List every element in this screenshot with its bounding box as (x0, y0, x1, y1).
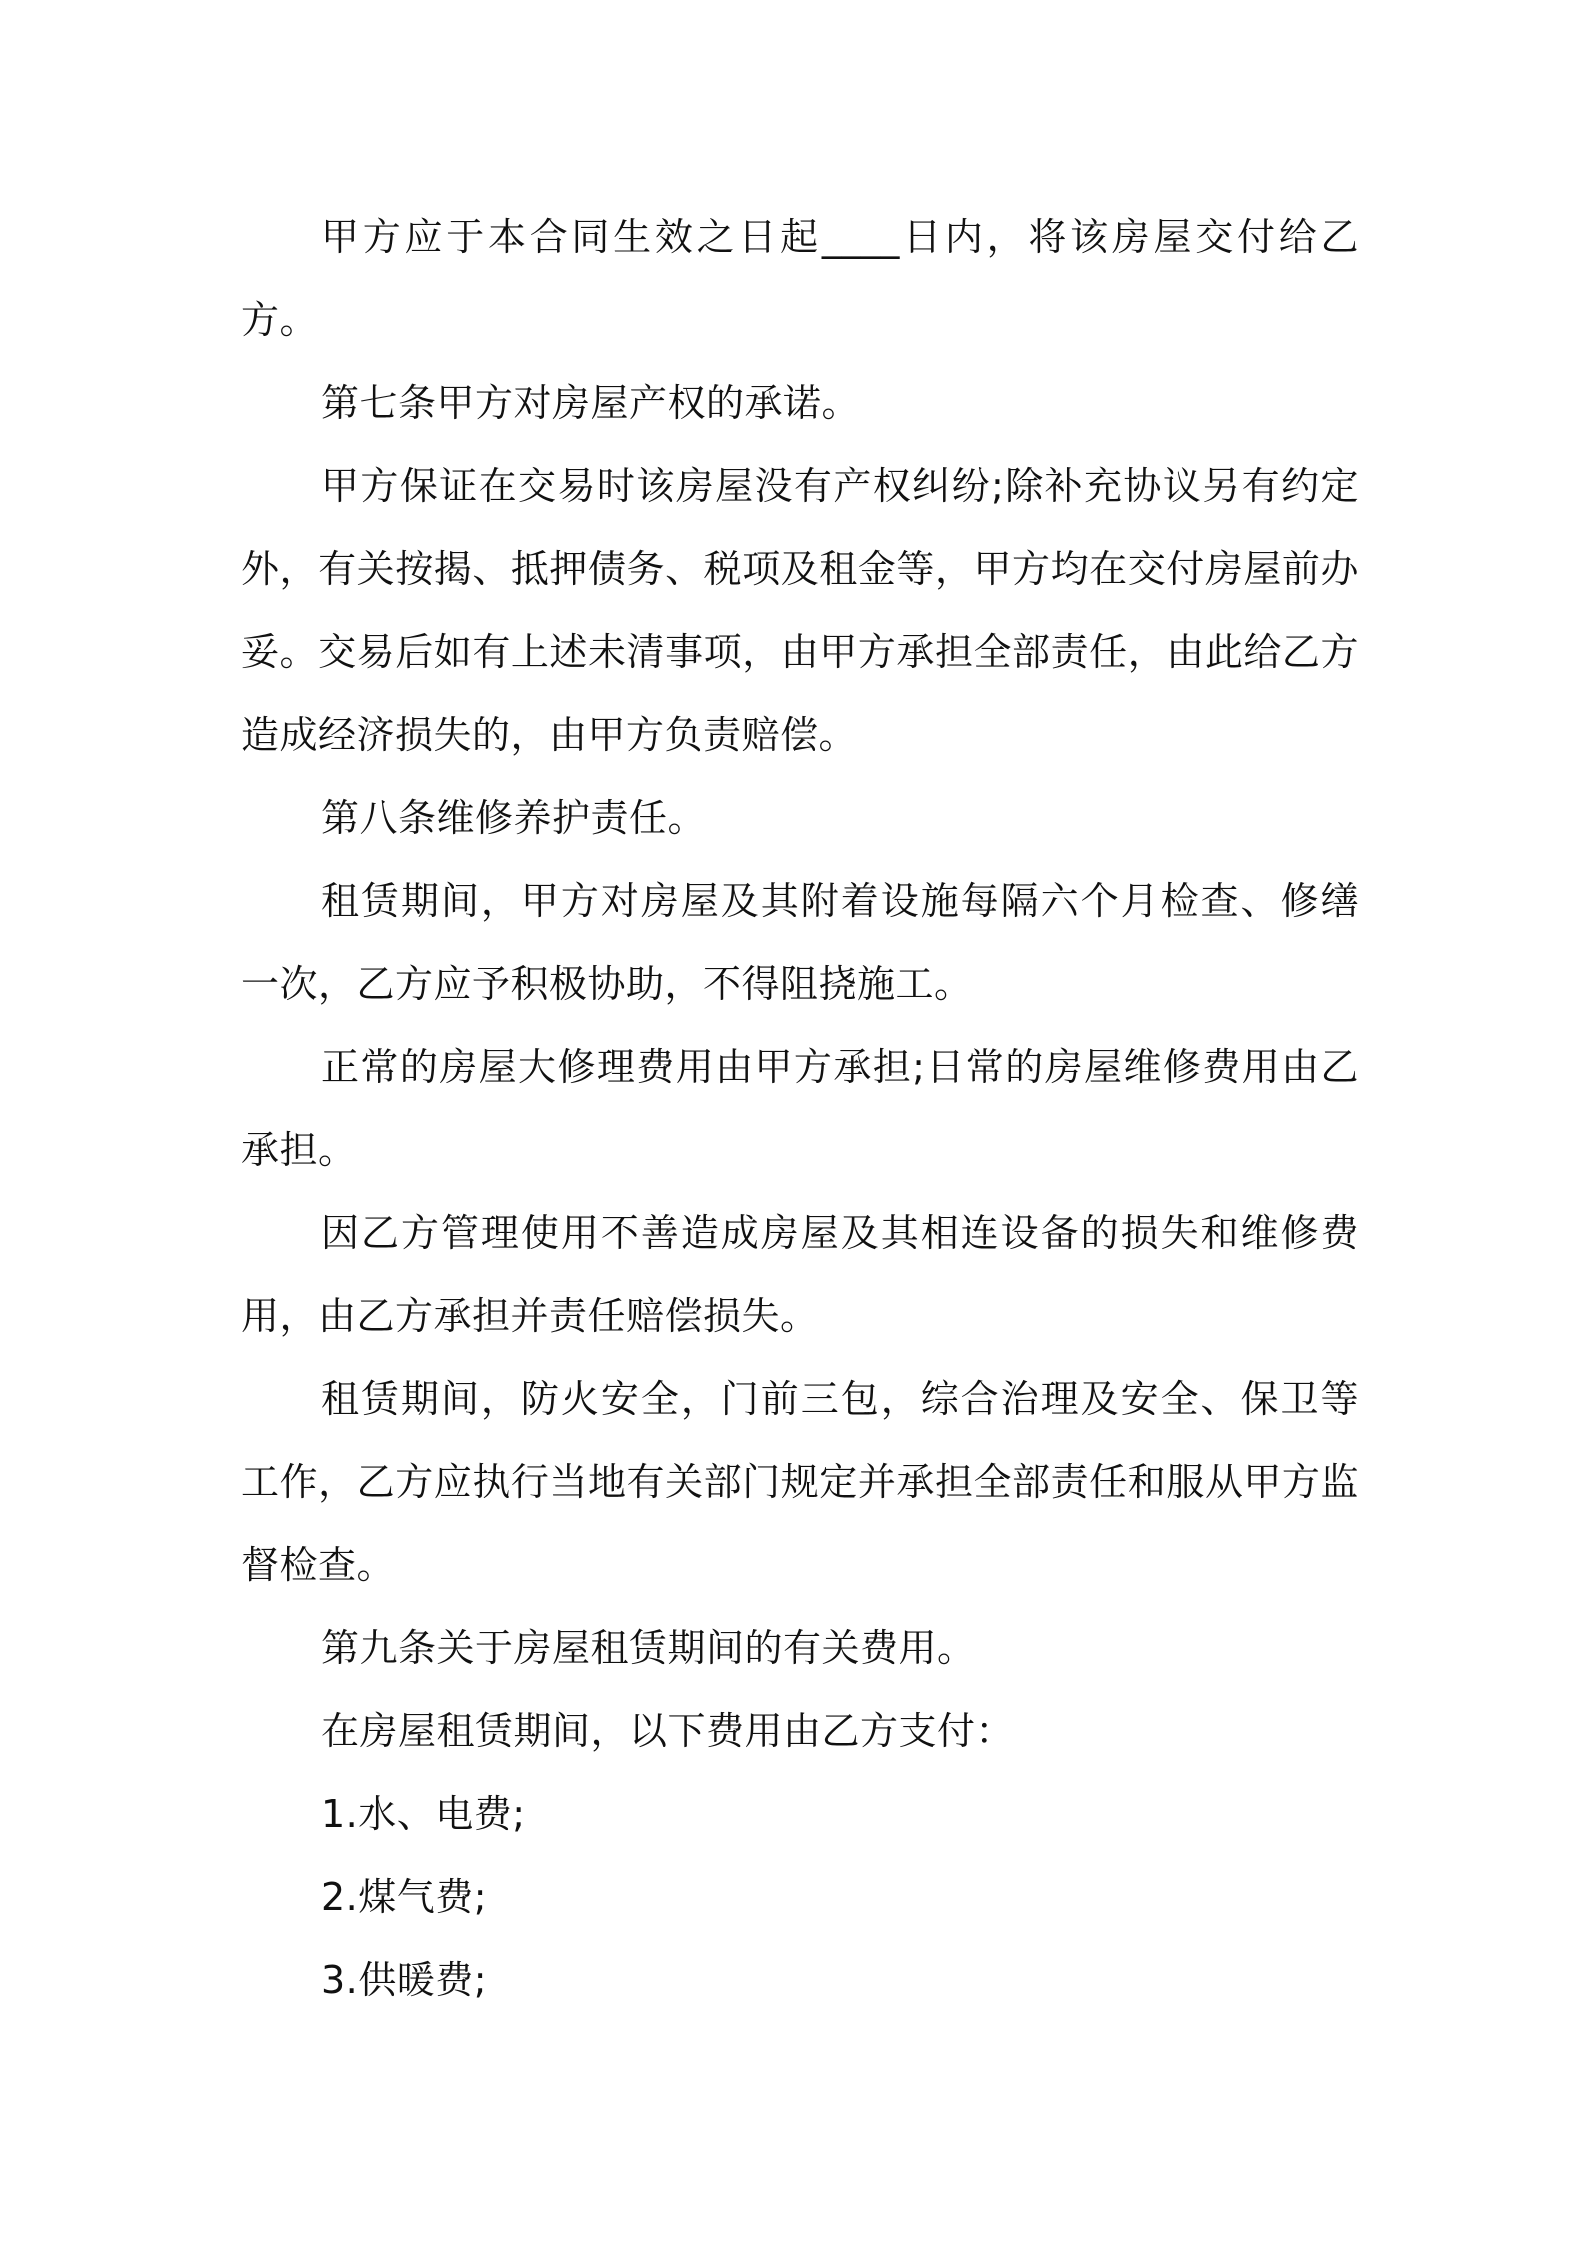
paragraph-damage-liability: 因乙方管理使用不善造成房屋及其相连设备的损失和维修费用，由乙方承担并责任赔偿损失。 (241, 1211, 1359, 1338)
paragraph-delivery-terms: 甲方应于本合同生效之日起____日内，将该房屋交付给乙方。 (241, 215, 1359, 342)
paragraph-property-rights-guarantee: 甲方保证在交易时该房屋没有产权纠纷;除补充协议另有约定外，有关按揭、抵押债务、税项及租金等，甲方均在交付房屋前办妥。交易后如有上述未清事项，由甲方承担全部责任，由此给乙方造成经济损失的，由甲方负责赔偿。 (241, 464, 1359, 757)
document-body (241, 196, 1359, 2022)
paragraph-repair-costs: 正常的房屋大修理费用由甲方承担;日常的房屋维修费用由乙承担。 (241, 1045, 1359, 1172)
list-item-heating: 3.供暖费; (321, 1958, 488, 2002)
article-7-heading: 第七条甲方对房屋产权的承诺。 (321, 381, 861, 425)
paragraph-inspection: 租赁期间，甲方对房屋及其附着设施每隔六个月检查、修缮一次，乙方应予积极协助，不得阻挠施工。 (241, 879, 1359, 1006)
paragraph-safety-duties: 租赁期间，防火安全，门前三包，综合治理及安全、保卫等工作，乙方应执行当地有关部门规定并承担全部责任和服从甲方监督检查。 (241, 1377, 1359, 1587)
list-item-gas: 2.煤气费; (321, 1875, 488, 1919)
article-8-heading: 第八条维修养护责任。 (321, 796, 707, 840)
list-item-water-electricity: 1.水、电费; (321, 1792, 526, 1836)
article-9-heading: 第九条关于房屋租赁期间的有关费用。 (321, 1626, 976, 1670)
paragraph-fees-intro: 在房屋租赁期间，以下费用由乙方支付： (321, 1709, 1015, 1753)
